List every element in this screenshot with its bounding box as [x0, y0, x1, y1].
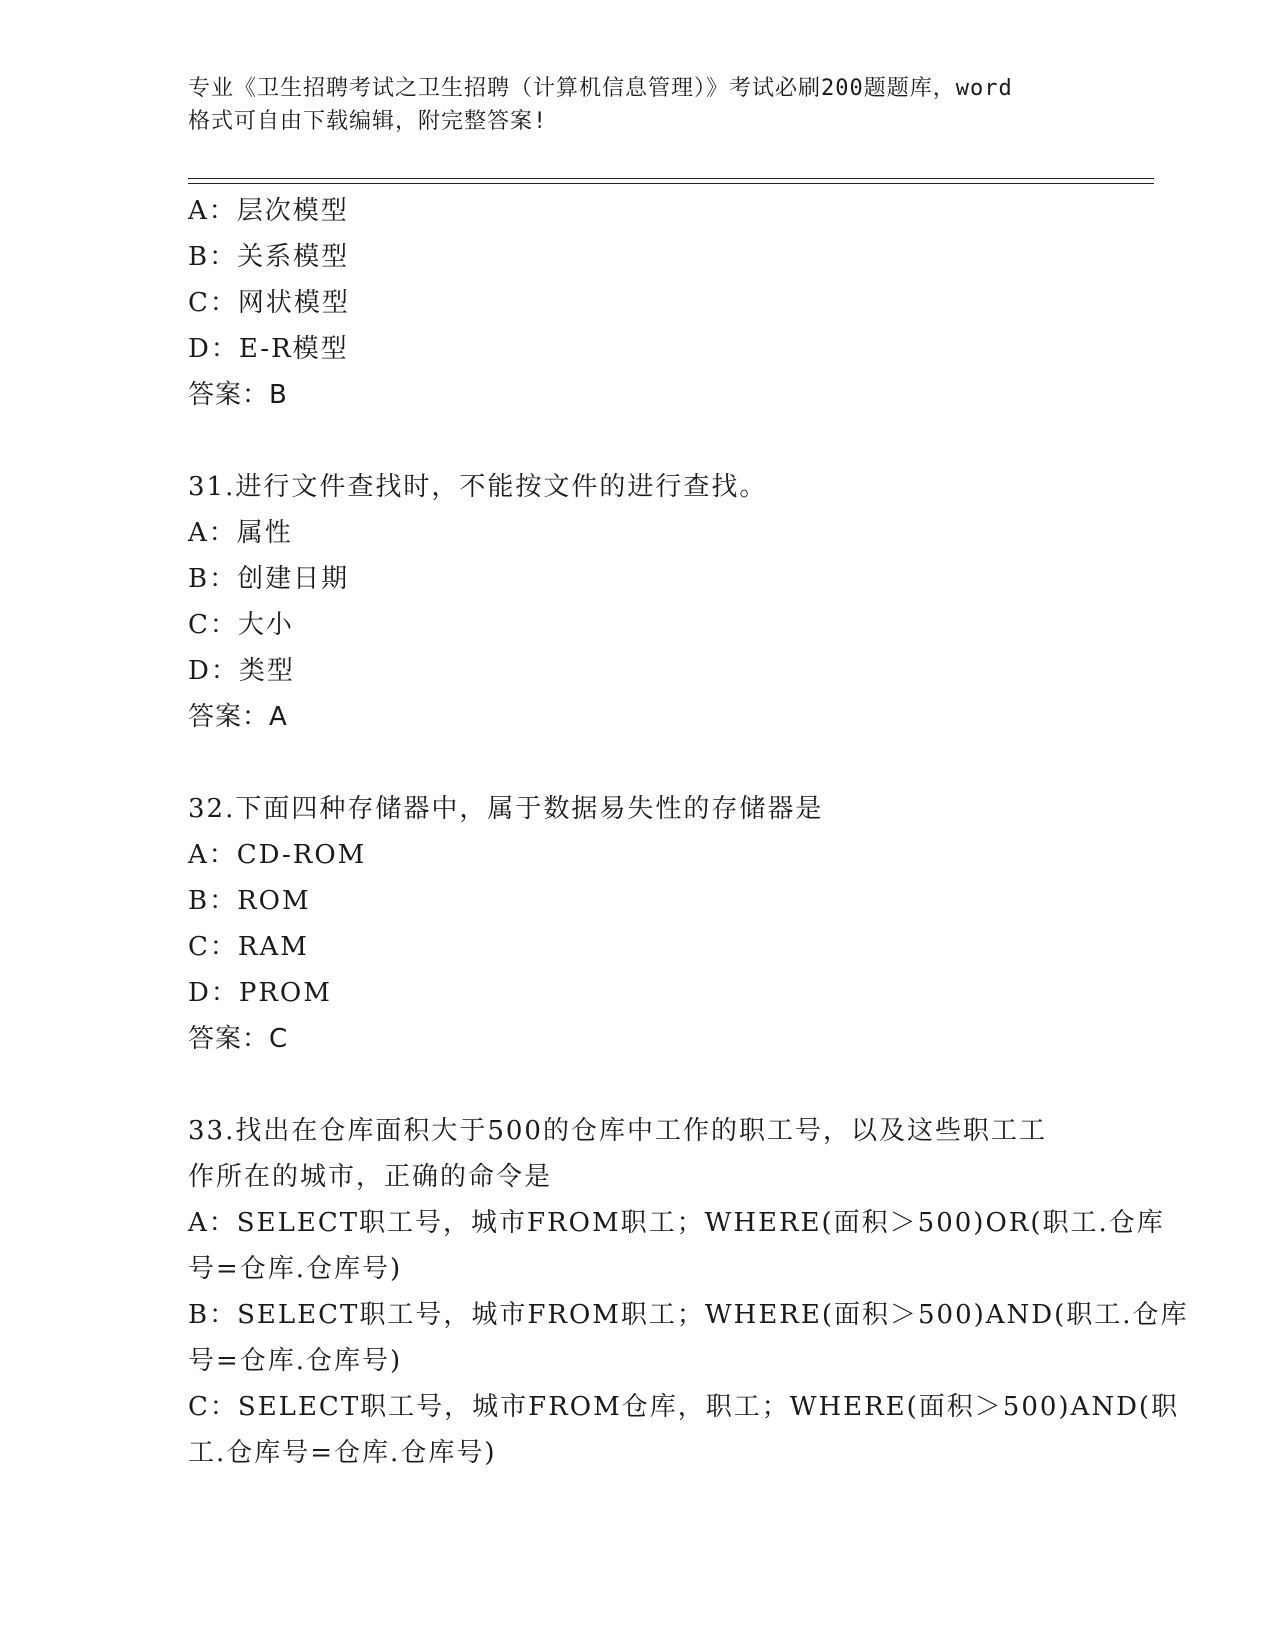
answer: 答案：B: [188, 380, 288, 410]
option-a: A：层次模型: [188, 196, 349, 226]
question-stem: 32.下面四种存储器中，属于数据易失性的存储器是: [188, 794, 824, 824]
header-divider-top: [188, 178, 1154, 179]
question-stem: 31.进行文件查找时，不能按文件的进行查找。: [188, 472, 768, 502]
option-d: D：E-R模型: [188, 334, 349, 364]
question-stem-line-1: 33.找出在仓库面积大于500的仓库中工作的职工号，以及这些职工工: [188, 1116, 1047, 1146]
option-c-line-2: 工.仓库号=仓库.仓库号): [188, 1438, 497, 1468]
question-32: [188, 786, 1088, 1062]
question-stem-line-2: 作所在的城市，正确的命令是: [188, 1162, 553, 1192]
header-divider-bottom: [188, 183, 1154, 184]
question-33: [188, 1108, 1189, 1476]
header-line-2: 格式可自由下载编辑，附完整答案!: [188, 109, 548, 134]
option-c: C：网状模型: [188, 288, 350, 318]
option-a-line-2: 号=仓库.仓库号): [188, 1254, 403, 1284]
option-b-line-2: 号=仓库.仓库号): [188, 1346, 403, 1376]
document-header: [188, 72, 1088, 138]
question-30: [188, 188, 1088, 418]
option-c: C：大小: [188, 610, 294, 640]
option-a: A：CD-ROM: [188, 840, 367, 870]
option-a: A：属性: [188, 518, 293, 548]
option-b: B：创建日期: [188, 564, 350, 594]
option-c-line-1: C：SELECT职工号，城市FROM仓库，职工；WHERE(面积＞500)AND(职: [188, 1392, 1180, 1422]
answer: 答案：C: [188, 1024, 289, 1054]
option-c: C：RAM: [188, 932, 309, 962]
option-a-line-1: A：SELECT职工号，城市FROM职工；WHERE(面积＞500)OR(职工.仓库: [188, 1208, 1165, 1238]
option-d: D：PROM: [188, 978, 332, 1008]
question-31: [188, 464, 1088, 740]
option-b: B：ROM: [188, 886, 311, 916]
option-d: D：类型: [188, 656, 295, 686]
question-list: [188, 188, 1189, 1476]
answer: 答案：A: [188, 702, 288, 732]
header-line-1: 专业《卫生招聘考试之卫生招聘（计算机信息管理）》考试必刷200题题库，word: [188, 76, 1013, 101]
option-b-line-1: B：SELECT职工号，城市FROM职工；WHERE(面积＞500)AND(职工.仓库: [188, 1300, 1189, 1330]
option-b: B：关系模型: [188, 242, 350, 272]
